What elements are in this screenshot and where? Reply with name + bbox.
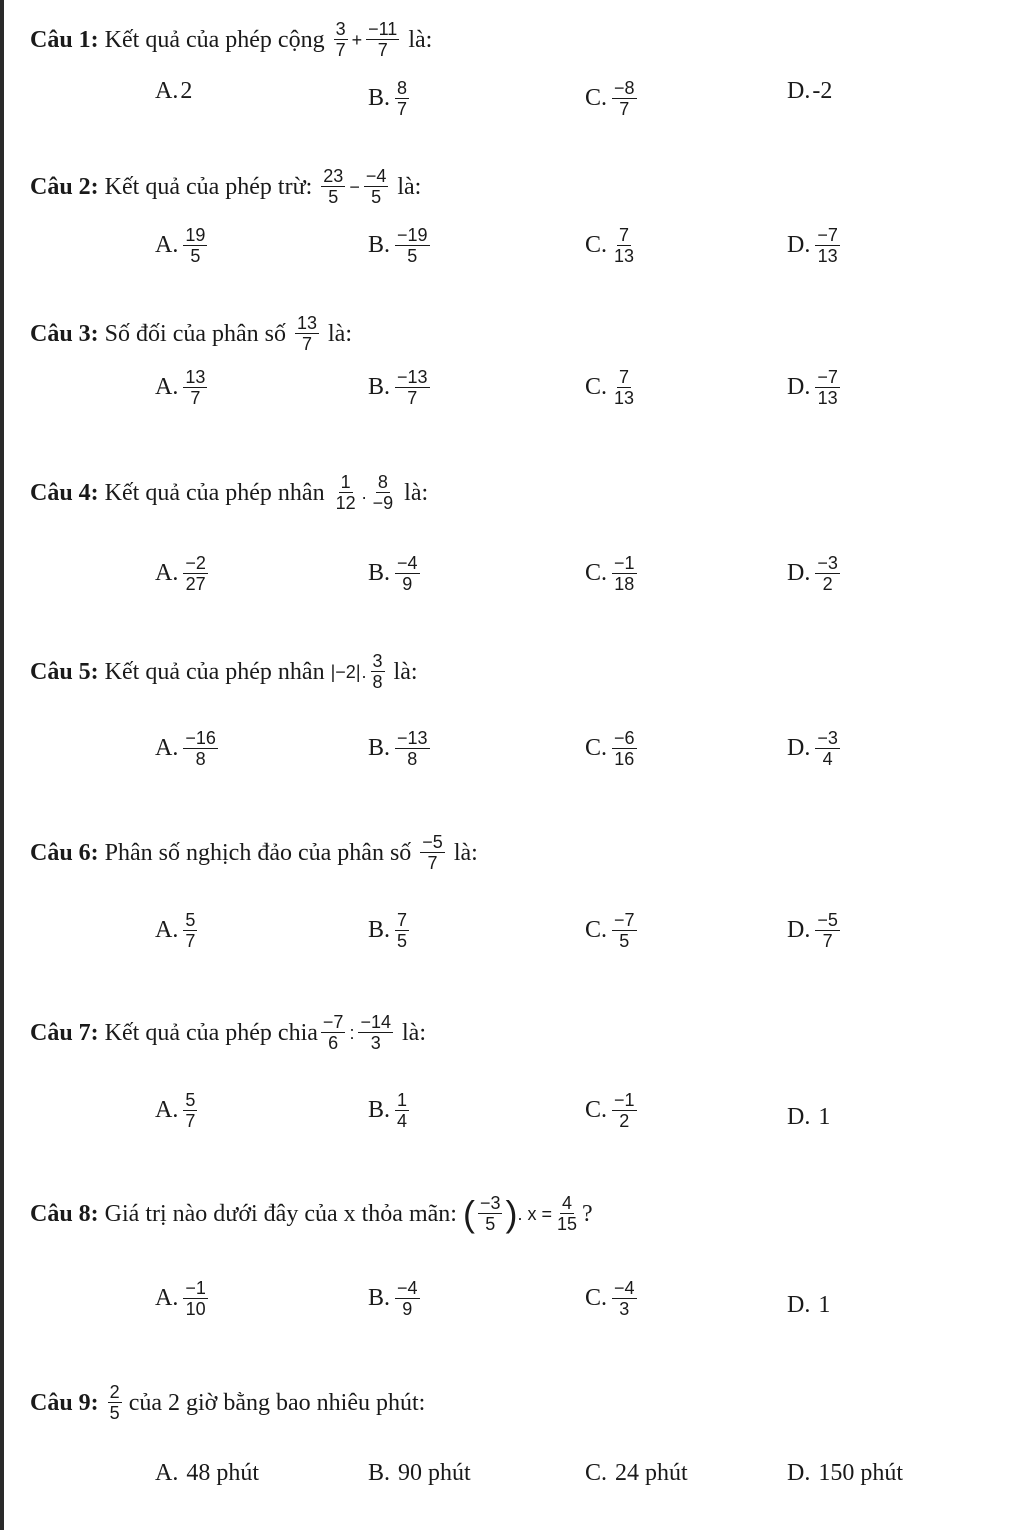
option-c[interactable]: C. $\frac{7}{13}$ bbox=[585, 367, 635, 408]
option-d[interactable]: D. $\frac{-5}{7}$ bbox=[787, 910, 838, 951]
question-2: Câu 2: Kết quả của phép trừ: $\frac{23}{5}$ − $\frac{-4}{5}$ là: bbox=[30, 166, 422, 207]
option-b[interactable]: B. 90 phút bbox=[368, 1460, 471, 1486]
option-d[interactable]: D. $\frac{-7}{13}$ bbox=[787, 367, 838, 408]
question-label: Câu 7: bbox=[30, 1019, 99, 1046]
question-text: Kết quả của phép cộng bbox=[104, 26, 325, 53]
question-label: Câu 6: bbox=[30, 839, 99, 866]
option-c[interactable]: C. $\frac{-8}{7}$ bbox=[585, 78, 635, 119]
option-d[interactable]: D. $\frac{-3}{4}$ bbox=[787, 728, 838, 769]
question-7: Câu 7: Kết quả của phép chia $\frac{-7}{6}$ : $\frac{-14}{3}$ là: bbox=[30, 1012, 426, 1053]
option-c[interactable]: C. $\frac{-7}{5}$ bbox=[585, 910, 635, 951]
option-b[interactable]: B. $\frac{-13}{7}$ bbox=[368, 367, 428, 408]
option-d[interactable]: D. 1 bbox=[787, 1104, 831, 1130]
question-text: Kết quả của phép nhân bbox=[104, 658, 325, 685]
option-d[interactable]: D. 150 phút bbox=[787, 1460, 904, 1486]
question-label: Câu 1: bbox=[30, 26, 99, 53]
option-a[interactable]: A. 2 bbox=[155, 78, 193, 104]
question-5: Câu 5: Kết quả của phép nhân |−2| . $\frac{3}{8}$ là: bbox=[30, 651, 418, 692]
option-a[interactable]: A. $\frac{-1}{10}$ bbox=[155, 1278, 206, 1319]
option-b[interactable]: B. $\frac{-13}{8}$ bbox=[368, 728, 428, 769]
question-label: Câu 9: bbox=[30, 1389, 99, 1416]
question-text: Kết quả của phép chia bbox=[104, 1019, 318, 1046]
question-text: của 2 giờ bằng bao nhiêu phút: bbox=[128, 1389, 426, 1416]
question-3: Câu 3: Số đối của phân số $\frac{13}{7}$ là: bbox=[30, 313, 353, 354]
operator: . bbox=[361, 661, 367, 682]
option-c[interactable]: C. $\frac{7}{13}$ bbox=[585, 225, 635, 266]
option-a[interactable]: A. $\frac{-16}{8}$ bbox=[155, 728, 216, 769]
option-d[interactable]: D. $\frac{-7}{13}$ bbox=[787, 225, 838, 266]
option-a[interactable]: A. $\frac{5}{7}$ bbox=[155, 1090, 196, 1131]
question-label: Câu 3: bbox=[30, 320, 99, 347]
option-b[interactable]: B. $\frac{1}{4}$ bbox=[368, 1090, 408, 1131]
option-d[interactable]: D. -2 bbox=[787, 78, 833, 104]
question-text: Số đối của phân số bbox=[104, 320, 286, 347]
page-edge-shadow bbox=[0, 0, 4, 1530]
option-a[interactable]: A. 48 phút bbox=[155, 1460, 260, 1486]
option-c[interactable]: C. $\frac{-6}{16}$ bbox=[585, 728, 635, 769]
option-a[interactable]: A. $\frac{19}{5}$ bbox=[155, 225, 206, 266]
equation-middle: . x = bbox=[517, 1203, 552, 1224]
option-a[interactable]: A. $\frac{-2}{27}$ bbox=[155, 553, 206, 594]
question-6: Câu 6: Phân số nghịch đảo của phân số $\frac{-5}{7}$ là: bbox=[30, 832, 478, 873]
question-text: Kết quả của phép trừ: bbox=[104, 173, 313, 200]
question-text: Phân số nghịch đảo của phân số bbox=[104, 839, 412, 866]
option-d[interactable]: D. $\frac{-3}{2}$ bbox=[787, 553, 838, 594]
option-b[interactable]: B. $\frac{-4}{9}$ bbox=[368, 1278, 418, 1319]
question-label: Câu 2: bbox=[30, 173, 99, 200]
question-4: Câu 4: Kết quả của phép nhân $\frac{1}{12}$ . $\frac{8}{-9}$ là: bbox=[30, 472, 429, 513]
option-c[interactable]: C. $\frac{-1}{18}$ bbox=[585, 553, 635, 594]
question-8: Câu 8: Giá trị nào dưới đây của x thỏa mãn: ( $\frac{-3}{5}$ ) . x = $\frac{4}{15}$ ? bbox=[30, 1192, 593, 1234]
absolute-value: |−2| bbox=[330, 661, 361, 682]
fraction: $\frac{3}{7}$ bbox=[335, 19, 346, 60]
operator: − bbox=[349, 176, 360, 197]
option-c[interactable]: C. 24 phút bbox=[585, 1460, 688, 1486]
operator: + bbox=[351, 29, 363, 50]
option-d[interactable]: D. 1 bbox=[787, 1292, 831, 1318]
option-b[interactable]: B. $\frac{8}{7}$ bbox=[368, 78, 408, 119]
question-text: Kết quả của phép nhân bbox=[104, 479, 325, 506]
option-c[interactable]: C. $\frac{-4}{3}$ bbox=[585, 1278, 635, 1319]
option-a[interactable]: A. $\frac{5}{7}$ bbox=[155, 910, 196, 951]
option-b[interactable]: B. $\frac{-19}{5}$ bbox=[368, 225, 428, 266]
option-c[interactable]: C. $\frac{-1}{2}$ bbox=[585, 1090, 635, 1131]
option-b[interactable]: B. $\frac{7}{5}$ bbox=[368, 910, 408, 951]
option-b[interactable]: B. $\frac{-4}{9}$ bbox=[368, 553, 418, 594]
fraction: $\frac{-11}{7}$ bbox=[368, 19, 398, 60]
operator: : bbox=[349, 1022, 355, 1043]
question-text: Giá trị nào dưới đây của x thỏa mãn: bbox=[104, 1200, 457, 1227]
question-1: Câu 1: Kết quả của phép cộng $\frac{3}{7}$ + $\frac{-11}{7}$ là: bbox=[30, 19, 433, 60]
operator: . bbox=[361, 482, 367, 503]
option-a[interactable]: A. $\frac{13}{7}$ bbox=[155, 367, 206, 408]
question-label: Câu 5: bbox=[30, 658, 99, 685]
question-9: Câu 9: $\frac{2}{5}$ của 2 giờ bằng bao nhiêu phút: bbox=[30, 1382, 426, 1423]
question-label: Câu 8: bbox=[30, 1200, 99, 1227]
question-label: Câu 4: bbox=[30, 479, 99, 506]
